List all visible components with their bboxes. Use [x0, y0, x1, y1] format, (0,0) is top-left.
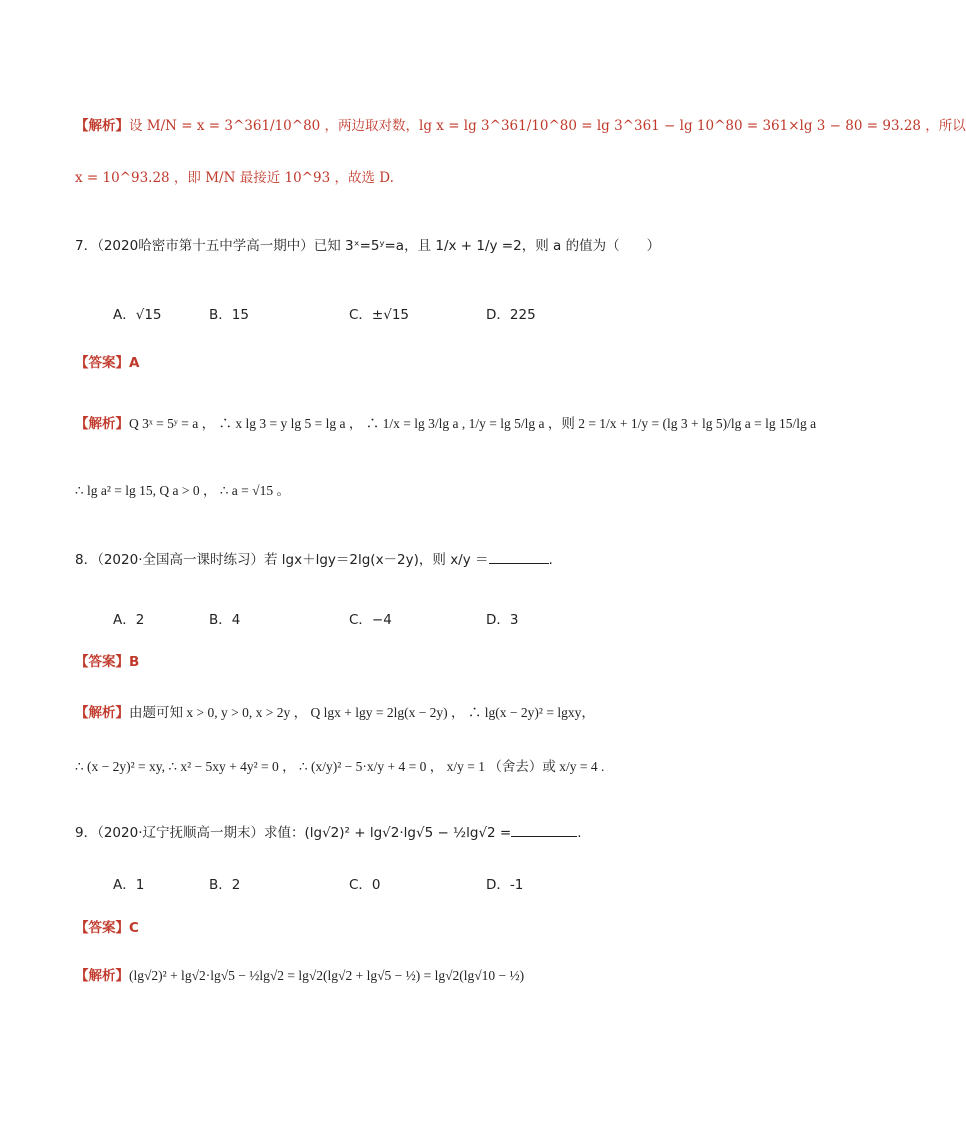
question-text: 8．（2020·全国高一课时练习）若 lgx＋lgy＝2lg(x－2y)，则 x/y ＝ — [75, 552, 489, 568]
question-7-analysis-line-1 — [75, 414, 817, 434]
analysis-text: 由题可知 x > 0, y > 0, x > 2y ， Q lgx + lgy = 2lg(x − 2y) ， ∴ lg(x − 2y)² = lgxy， — [129, 705, 595, 720]
answer-value: A — [129, 355, 140, 371]
analysis-tag: 【解析】 — [75, 416, 129, 432]
analysis-text: x = 10^93.28 ，即 M/N 最接近 10^93 ，故选 D. — [75, 170, 394, 186]
question-9-option-a: A．1 — [113, 877, 145, 893]
question-8-analysis-line-1 — [75, 703, 754, 723]
analysis-tag: 【解析】 — [75, 968, 129, 984]
question-8-option-a: A．2 — [113, 612, 145, 628]
question-7-option-c: C．±√15 — [349, 307, 410, 323]
question-9-option-c: C．0 — [349, 877, 381, 893]
answer-blank — [489, 549, 549, 564]
question-9-stem — [75, 822, 754, 843]
answer-blank — [511, 822, 577, 837]
question-9-option-d: D．-1 — [486, 877, 524, 893]
answer-tag: 【答案】 — [75, 355, 129, 371]
question-9-option-b: B．2 — [209, 877, 241, 893]
answer-value: C — [129, 920, 139, 936]
question-end: . — [548, 552, 553, 568]
question-8-option-c: C．−4 — [349, 612, 392, 628]
analysis-text: ∴ (x − 2y)² = xy, ∴ x² − 5xy + 4y² = 0 ， ∴ (x/y)² − 5·x/y + 4 = 0 ， x/y = 1 （舍去）或 x/y = 4 . — [75, 759, 605, 774]
analysis-tag: 【解析】 — [75, 118, 129, 134]
question-7-option-d: D．225 — [486, 307, 536, 323]
question-9-answer — [75, 918, 754, 938]
question-8-option-d: D．3 — [486, 612, 519, 628]
analysis-text: (lg√2)² + lg√2·lg√5 − ½lg√2 = lg√2(lg√2 + lg√5 − ½) = lg√2(lg√10 − ½) — [129, 968, 525, 983]
answer-tag: 【答案】 — [75, 920, 129, 936]
answer-value: B — [129, 654, 140, 670]
question-end: . — [577, 825, 582, 841]
question-9-analysis-line-1 — [75, 966, 754, 986]
analysis-tag: 【解析】 — [75, 705, 129, 721]
question-7-option-a: A．√15 — [113, 307, 162, 323]
question-7-stem: 7．（2020哈密市第十五中学高一期中）已知 3ˣ=5ʸ=a，且 1/x + 1/y =2，则 a 的值为（ ） — [75, 238, 661, 254]
question-8-stem — [75, 549, 754, 570]
question-8-answer — [75, 652, 754, 672]
question-7-analysis-line-2 — [75, 481, 754, 501]
analysis-6-line-1 — [75, 116, 966, 136]
analysis-6-line-2 — [75, 168, 754, 188]
analysis-text: 设 M/N = x = 3^361/10^80 ，两边取对数，lg x = lg 3^361/10^80 = lg 3^361 − lg 10^80 = 361×lg 3 − 80 = 93.28 ，所以 — [129, 118, 966, 134]
question-text: 9．（2020·辽宁抚顺高一期末）求值：(lg√2)² + lg√2·lg√5 − ½lg√2 = — [75, 825, 512, 841]
question-8-analysis-line-2 — [75, 757, 754, 777]
question-7-option-b: B．15 — [209, 307, 249, 323]
answer-tag: 【答案】 — [75, 654, 129, 670]
question-8-option-b: B．4 — [209, 612, 241, 628]
question-7-answer — [75, 353, 754, 373]
analysis-text: ∴ lg a² = lg 15, Q a > 0 ， ∴ a = √15 。 — [75, 483, 290, 498]
analysis-text: Q 3ˣ = 5ʸ = a ， ∴ x lg 3 = y lg 5 = lg a ， ∴ 1/x = lg 3/lg a , 1/y = lg 5/lg a ，则 2 = 1/x + 1/y = (lg 3 + lg 5)/lg a = lg 15/lg a — [129, 416, 817, 431]
